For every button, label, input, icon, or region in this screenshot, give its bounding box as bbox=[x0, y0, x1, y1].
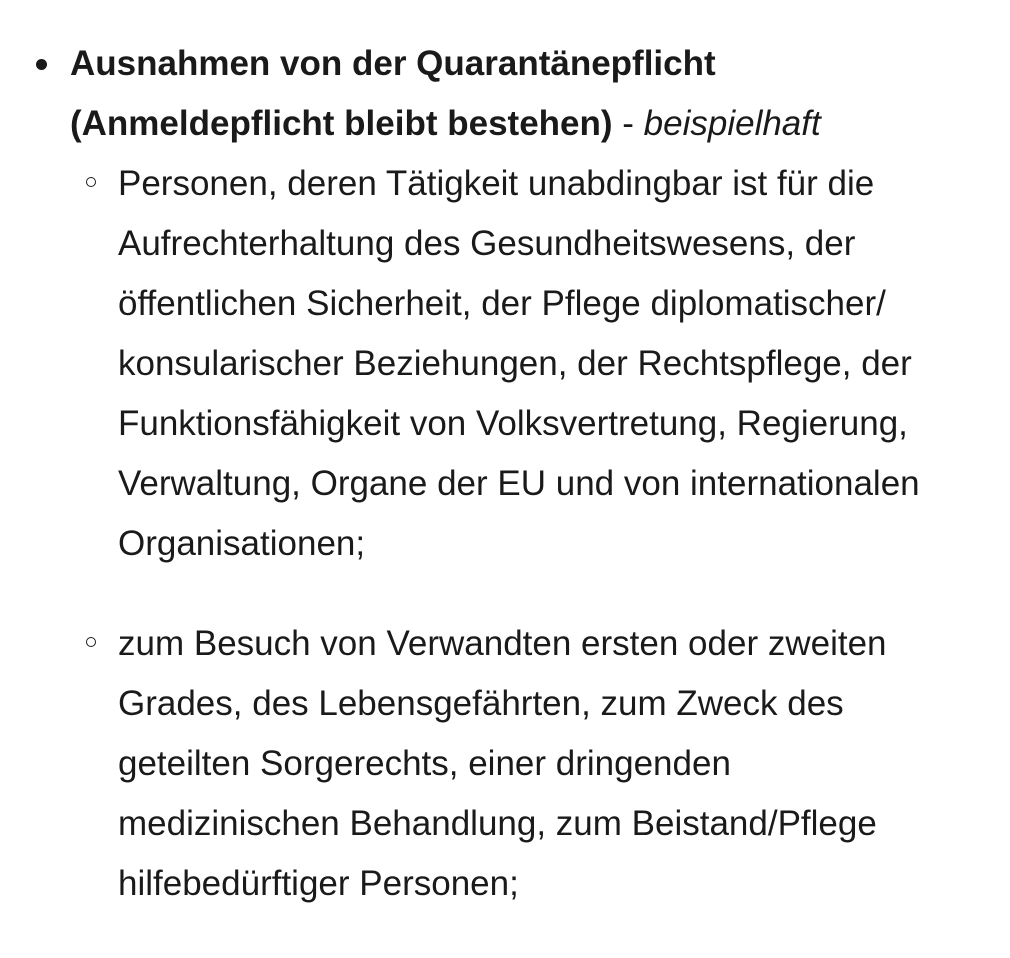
bullet-circle-icon bbox=[86, 637, 96, 647]
item-heading: Ausnahmen von der Quarantänepflicht (Anmeldepflicht bleibt bestehen) bbox=[70, 44, 716, 143]
sublist bbox=[0, 154, 1010, 914]
sublist-item bbox=[0, 614, 958, 914]
sublist-item-text: zum Besuch von Verwandten ersten oder zweiten Grades, des Lebensgefährten, zum Zweck des geteilten Sorgerechts, einer dringenden medizinischen Behandlung, zum Beistand/Pflege hilfebedürftiger Personen; bbox=[118, 624, 887, 903]
sublist-item bbox=[0, 154, 958, 574]
sublist-item-text: Personen, deren Tätigkeit unabdingbar ist für die Aufrechterhaltung des Gesundheitswesens, der öffentlichen Sicherheit, der Pflege diplomatischer/ konsularischer Beziehungen, der Rechtspflege, der Funktionsfähigkeit von Volksvertretung, Regierung, Verwaltung, Organe der EU und von internationalen Organisationen; bbox=[118, 164, 920, 563]
list-item-exemptions bbox=[0, 34, 1010, 914]
bullet-disc-icon bbox=[36, 59, 47, 70]
item-separator: - bbox=[612, 104, 644, 143]
bullet-circle-icon bbox=[86, 177, 96, 187]
list-item-text bbox=[0, 34, 950, 154]
document-content bbox=[0, 34, 1010, 914]
item-note: beispielhaft bbox=[643, 104, 821, 143]
